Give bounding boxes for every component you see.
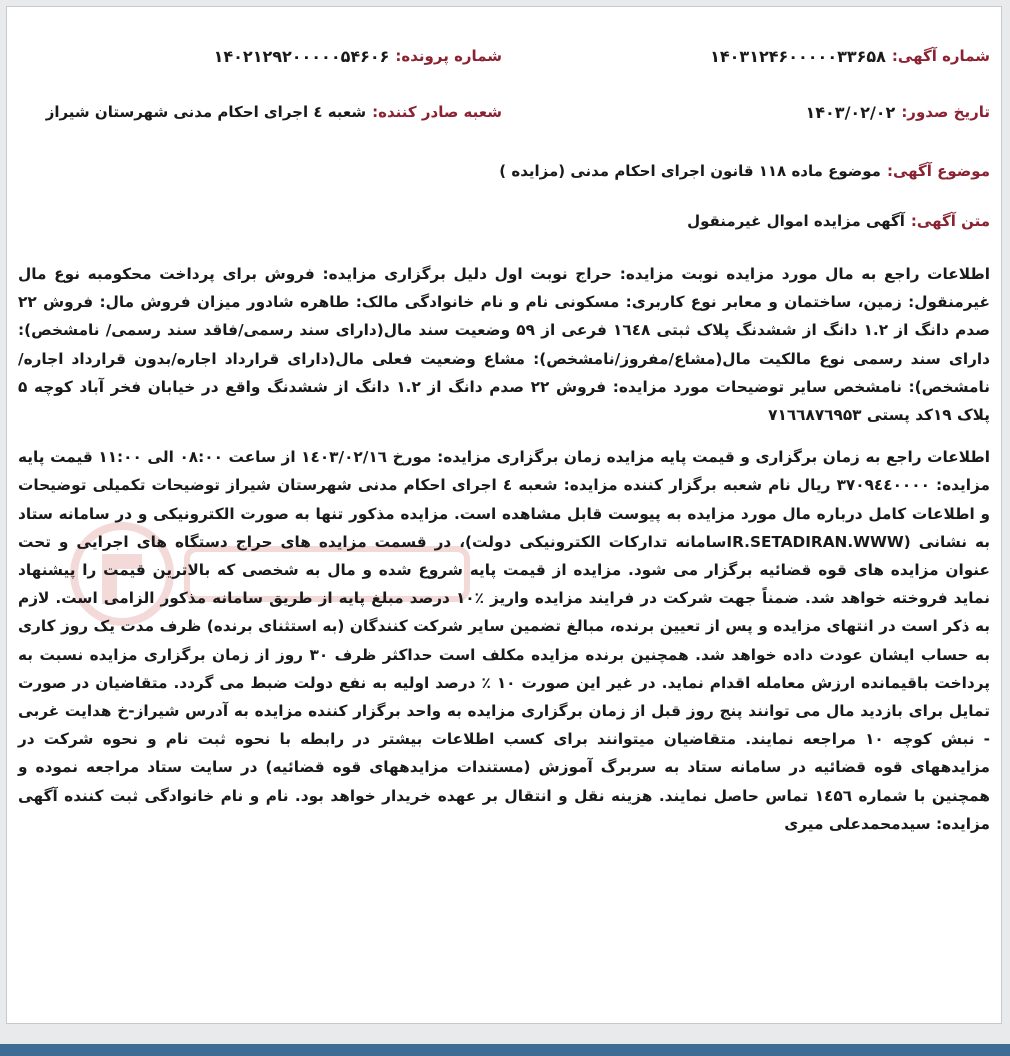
- ad-content: [14, 34, 992, 838]
- bottom-bar: [0, 1044, 1010, 1056]
- paragraph-property-info: اطلاعات راجع به مال مورد مزایده نوبت مزایده: حراج نوبت اول دلیل برگزاری مزایده: فروش برای پرداخت محکومبه نوع مال غیرمنقول: زمین، ساختمان و معابر نوع کاربری: مسکونی نام و نام خانوادگی مالک: طاهره شادور میزان فروش مال: فروش ۲۲ صدم دانگ از ۱.۲ دانگ از ششدنگ پلاک ثبتی ۱٦٤۸ فرعی از ۵۹ وضعیت سند مال(دارای سند رسمی/فاقد سند رسمی/ نامشخص): دارای سند رسمی نوع مالکیت مال(مشاع/مفروز/نامشخص): مشاع وضعیت فعلی مال(دارای قرارداد اجاره/بدون قرارداد اجاره/نامشخص): نامشخص سایر توضیحات مورد مزایده: فروش ۲۲ صدم دانگ از ۱.۲ دانگ از ششدنگ واقع در خیابان فخر آباد کوچه ۵ پلاک ۱۹کد پستی ۷۱٦٦۸۷٦۹۵۳: [18, 265, 990, 425]
- subject-value: موضوع ماده ۱۱۸ قانون اجرای احکام مدنی (مزایده ): [499, 162, 881, 180]
- issue-date-value: ۱۴۰۳/۰۲/۰۲: [805, 102, 896, 122]
- text-title: آگهی مزایده اموال غیرمنقول: [687, 212, 905, 230]
- subject-field: [14, 146, 992, 196]
- header-row-2: [14, 90, 992, 134]
- text-title-field: [14, 196, 992, 246]
- issuer-value: شعبه ٤ اجرای احکام مدنی شهرستان شیراز: [45, 103, 367, 121]
- ad-number-label: شماره آگهی:: [891, 47, 990, 65]
- case-number-value: ۱۴۰۲۱۲۹۲۰۰۰۰۰۵۴۶۰۶: [213, 46, 390, 66]
- ad-number-value: ۱۴۰۳۱۲۴۶۰۰۰۰۰۳۳۶۵۸: [710, 46, 886, 66]
- issuer-field: [14, 103, 502, 121]
- issue-date-label: تاریخ صدور:: [901, 103, 990, 121]
- text-label: متن آگهی:: [910, 212, 990, 230]
- issuer-label: شعبه صادر کننده:: [372, 103, 502, 121]
- ad-number-field: [502, 47, 992, 66]
- subject-label: موضوع آگهی:: [886, 162, 990, 180]
- header-row-1: [14, 34, 992, 78]
- issue-date-field: [502, 103, 992, 122]
- case-number-field: [14, 47, 502, 66]
- paragraph-auction-info: اطلاعات راجع به زمان برگزاری و قیمت پایه مزایده زمان برگزاری مزایده: مورخ ۱٤۰۳/۰۲/۱٦ از ساعت ۰۸:۰۰ الی ۱۱:۰۰ قیمت پایه مزایده: ۳۷۰۹٤٤۰۰۰۰ ریال نام شعبه برگزار کننده مزایده: شعبه ٤ اجرای احکام مدنی شهرستان شیراز توضیحات تکمیلی توضیحات و اطلاعات کامل درباره مال مورد مزایده به پیوست قابل مشاهده است. مزایده مذکور تنها به صورت الکترونیکی و در سامانه ستاد به نشانی (IR.SETADIRAN.WWWسامانه تدارکات الکترونیکی دولت)، در قسمت مزایده های حراج دستگاه های اجرایی و تحت عنوان مزایده های قوه قضائیه برگزار می شود. مزایده از قیمت پایه شروع شده و مال به شخصی که بالاترین قیمت را پیشنهاد نماید فروخته خواهد شد. ضمناً جهت شرکت در فرایند مزایده واریز ٪۱۰ درصد مبلغ پایه از طریق سامانه مذکور الزامی است. لازم به ذکر است در انتهای مزایده و پس از تعیین برنده، مبالغ تضمین سایر شرکت کنندگان (به استثنای برنده) ظرف مدت یک روز کاری به حساب ایشان عودت داده خواهد شد. همچنین برنده مزایده مکلف است حداکثر ظرف ۳۰ روز از زمان برگزاری مزایده نسبت به پرداخت باقیمانده ارزش معامله اقدام نماید. در غیر این صورت ۱۰ ٪ درصد اولیه به نفع دولت ضبط می گردد. متقاضیان در صورت تمایل برای بازدید مال می توانند پنج روز قبل از زمان برگزاری مزایده به واحد برگزار کننده مزایده به آدرس شیراز-خ هدایت غربی - نبش کوچه ۱۰ مراجعه نمایند. متقاضیان میتوانند برای کسب اطلاعات بیشتر در رابطه با نحوه ثبت نام و نحوه شرکت در مزایدههای قوه قضائیه در سامانه ستاد به سربرگ آموزش (مستندات مزایدههای قوه قضائیه) در سایت ستاد مراجعه نموده و همچنین با شماره ۱٤۵٦ تماس حاصل نمایند. هزینه نقل و انتقال بر عهده خریدار خواهد بود. نام و نام خانوادگی ثبت کننده آگهی مزایده: سیدمحمدعلی میری: [18, 448, 991, 833]
- case-number-label: شماره پرونده:: [395, 47, 502, 65]
